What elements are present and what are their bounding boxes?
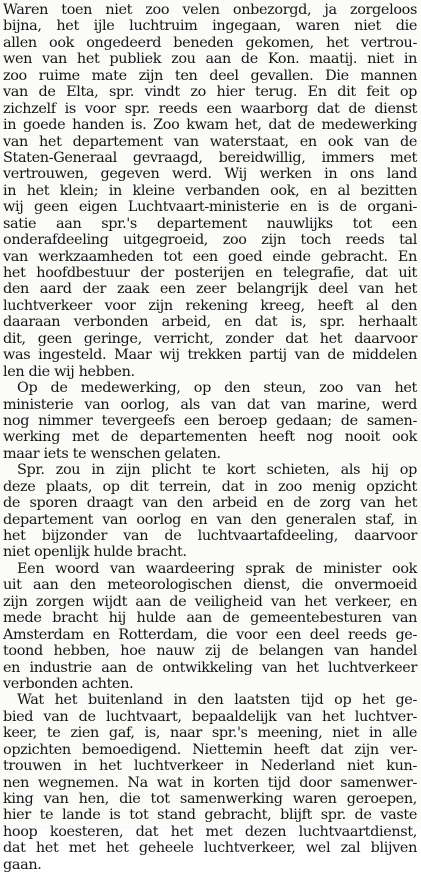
text-line: het hoofdbestuur der posterijen en telegrafie, dat uit xyxy=(3,265,417,281)
text-line: wij geen eigen Luchtvaart-ministerie en is de organi- xyxy=(3,199,417,216)
text-line: nen wegnemen. Na wat in korten tijd door samenwer- xyxy=(3,774,417,791)
text-line: den aard der zaak een zeer belangrijk deel van het xyxy=(3,281,417,298)
text-line: Wat het buitenland in den laatsten tijd op het ge- xyxy=(17,692,417,709)
text-line: Staten-Generaal gevraagd, bereidwillig, immers met xyxy=(3,149,417,166)
article-column xyxy=(3,2,417,873)
text-line: king van hen, die tot samenwerking waren geroepen, xyxy=(3,791,417,807)
text-line: van het departement van waterstaat, en ook van de xyxy=(3,133,417,150)
text-line: zichzelf is voor spr. reeds een waarborg dat de dienst xyxy=(3,100,417,117)
text-line: Een woord van waardeering sprak de minister ook xyxy=(17,560,417,577)
text-line: dat het met het geheele luchtverkeer, wel zal blijven xyxy=(3,840,417,857)
text-line: Spr. zou in zijn plicht te kort schieten, als hij op xyxy=(17,462,417,479)
text-line: in het klein; in kleine verbanden ook, en al bezitten xyxy=(3,182,417,199)
text-line: was ingesteld. Maar wij trekken partij van de middelen xyxy=(3,347,417,364)
text-line: zijn zorgen wijdt aan de veiligheid van het verkeer, en xyxy=(3,593,417,610)
article-paragraph xyxy=(3,462,417,561)
text-line: len die wij hebben. xyxy=(3,363,135,380)
text-line: Op de medewerking, op den steun, zoo van het xyxy=(17,380,417,397)
text-line: maar iets te wenschen gelaten. xyxy=(3,445,221,462)
text-line: luchtverkeer voor zijn rekening kreeg, heeft al den xyxy=(3,297,417,314)
text-line: Amsterdam en Rotterdam, die voor een deel reeds ge- xyxy=(3,626,417,643)
text-line: dit, geen geringe, verricht, zonder dat het daarvoor xyxy=(3,330,417,347)
text-line: uit aan den meteorologischen dienst, die onvermoeid xyxy=(3,577,417,594)
text-line: hier te lande is tot stand gebracht, blijft spr. de vaste xyxy=(3,807,417,824)
text-line: ministerie van oorlog, als van dat van marine, werd xyxy=(3,396,417,413)
article-paragraph xyxy=(3,2,417,380)
text-line: en industrie aan de ontwikkeling van het luchtverkeer xyxy=(3,659,417,676)
text-line: gaan. xyxy=(3,856,42,873)
text-line: bijna, het ijle luchtruim ingegaan, waren niet die xyxy=(3,18,417,35)
text-line: werking met de departementen heeft nog nooit ook xyxy=(3,429,417,446)
text-line: het bijzonder van de luchtvaartafdeeling, daarvoor xyxy=(3,528,417,544)
text-line: opzichten bemoedigend. Niettemin heeft dat zijn ver- xyxy=(3,741,417,758)
text-line: departement van oorlog en van den generalen staf, in xyxy=(3,511,417,528)
text-line: verbonden achten. xyxy=(3,675,134,692)
text-line: vertrouwen, gegeven werd. Wij werken in ons land xyxy=(3,166,417,183)
text-line: in goede handen is. Zoo kwam het, dat de medewerking xyxy=(3,117,417,134)
text-line: van de Elta, spr. vindt zo hier terug. En dit feit op xyxy=(3,84,417,101)
text-line: van werkzaamheden tot een goed einde gebracht. En xyxy=(3,248,417,265)
text-line: zoo ruime mate zijn ten deel gevallen. Die mannen xyxy=(3,67,417,84)
text-line: deze plaats, op dit terrein, dat in zoo menig opzicht xyxy=(3,478,417,495)
text-line: allen ook ongedeerd beneden gekomen, het vertrou- xyxy=(3,34,417,51)
text-line: de sporen draagt van den arbeid en de zorg van het xyxy=(3,495,417,512)
text-line: onderafdeeling uitgegroeid, zoo zijn toch reeds tal xyxy=(3,232,417,249)
text-line: nog nimmer tevergeefs een beroep gedaan; de samen- xyxy=(3,412,417,429)
text-line: niet openlijk hulde bracht. xyxy=(3,544,187,561)
text-line: keer, te zien gaf, is, naar spr.'s meening, niet in alle xyxy=(3,725,417,742)
text-line: daaraan verbonden arbeid, en dat is, spr. herhaalt xyxy=(3,314,417,331)
text-line: satie aan spr.'s departement nauwlijks tot een xyxy=(3,215,417,232)
text-line: mede bracht hij hulde aan de gemeentebesturen van xyxy=(3,610,417,627)
text-line: wen van het publiek zou aan de Kon. maatij. niet in xyxy=(3,51,417,68)
article-paragraph xyxy=(3,561,417,693)
text-line: Waren toen niet zoo velen onbezorgd, ja zorgeloos xyxy=(3,2,417,18)
text-line: toond hebben, hoe nauw zij de belangen van handel xyxy=(3,643,417,660)
text-line: hoop koesteren, dat het met dezen luchtvaartdienst, xyxy=(3,823,417,840)
text-line: bied van de luchtvaart, bepaaldelijk van het luchtver- xyxy=(3,708,417,725)
article-paragraph xyxy=(3,380,417,462)
article-paragraph xyxy=(3,692,417,873)
text-line: trouwen in het luchtverkeer in Nederland niet kun- xyxy=(3,758,417,775)
